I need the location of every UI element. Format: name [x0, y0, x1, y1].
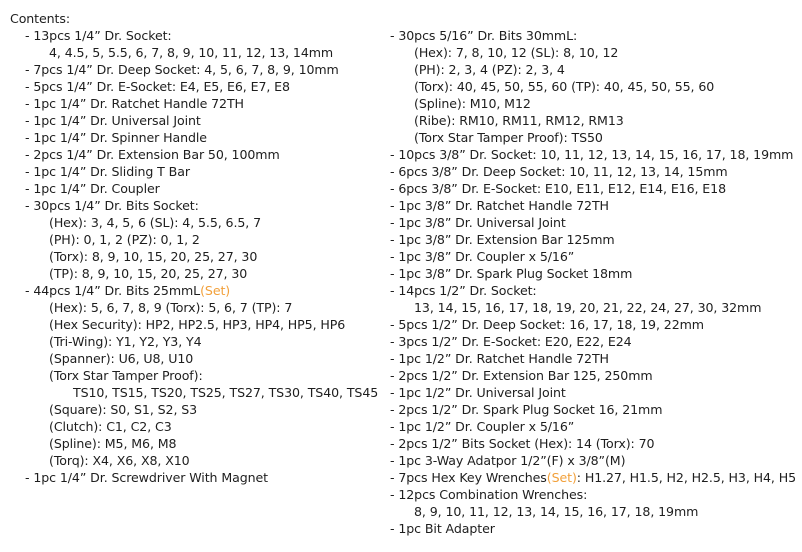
- item-text: (TP): 8, 9, 10, 15, 20, 25, 27, 30: [49, 266, 248, 281]
- list-item: [390, 350, 800, 367]
- list-item: [390, 265, 800, 282]
- list-item: [390, 231, 800, 248]
- list-subitem: [10, 214, 390, 231]
- list-subitem: [10, 299, 390, 316]
- right-item-list: [390, 27, 800, 537]
- list-item: [390, 214, 800, 231]
- item-text-after: : H1.27, H1.5, H2, H2.5, H3, H4, H5: [576, 470, 797, 485]
- item-text: - 1pc 3/8” Dr. Coupler x 5/16”: [390, 249, 575, 264]
- list-subitem: [10, 367, 390, 384]
- item-text: (Torx Star Tamper Proof):: [49, 368, 203, 383]
- item-text: - 1pc 1/4” Dr. Sliding T Bar: [25, 164, 190, 179]
- item-text: (Hex): 7, 8, 10, 12 (SL): 8, 10, 12: [414, 45, 619, 60]
- list-subitem: [10, 452, 390, 469]
- list-subitem: [10, 350, 390, 367]
- list-item: [10, 61, 390, 78]
- item-text: - 14pcs 1/2” Dr. Socket:: [390, 283, 537, 298]
- item-text: - 1pc 1/4” Dr. Spinner Handle: [25, 130, 207, 145]
- item-text: (Torq): X4, X6, X8, X10: [49, 453, 190, 468]
- item-text: 8, 9, 10, 11, 12, 13, 14, 15, 16, 17, 18, 19mm: [414, 504, 699, 519]
- list-item: [10, 163, 390, 180]
- list-subitem: [390, 503, 800, 520]
- list-item: [390, 520, 800, 537]
- item-text: - 1pc 3/8” Dr. Extension Bar 125mm: [390, 232, 615, 247]
- item-text: - 13pcs 1/4” Dr. Socket:: [25, 28, 172, 43]
- item-text: (Torx): 40, 45, 50, 55, 60 (TP): 40, 45, 50, 55, 60: [414, 79, 715, 94]
- list-item: [390, 27, 800, 44]
- item-text: - 1pc 1/2” Dr. Coupler x 5/16”: [390, 419, 575, 434]
- item-text: - 1pc 3/8” Dr. Ratchet Handle 72TH: [390, 198, 609, 213]
- list-item: [390, 163, 800, 180]
- list-subitem: [10, 435, 390, 452]
- item-text: 4, 4.5, 5, 5.5, 6, 7, 8, 9, 10, 11, 12, 13, 14mm: [49, 45, 334, 60]
- list-item: [390, 469, 800, 486]
- left-column: [10, 0, 390, 486]
- list-item: [390, 282, 800, 299]
- list-subitem: [10, 316, 390, 333]
- item-text: (Hex): 5, 6, 7, 8, 9 (Torx): 5, 6, 7 (TP): 7: [49, 300, 293, 315]
- list-subitem: [10, 44, 390, 61]
- list-subitem: [10, 333, 390, 350]
- list-item: [390, 197, 800, 214]
- item-text: - 6pcs 3/8” Dr. Deep Socket: 10, 11, 12, 13, 14, 15mm: [390, 164, 728, 179]
- list-item: [390, 384, 800, 401]
- item-text: - 30pcs 1/4” Dr. Bits Socket:: [25, 198, 199, 213]
- item-text: (Spanner): U6, U8, U10: [49, 351, 194, 366]
- item-text: (Hex): 3, 4, 5, 6 (SL): 4, 5.5, 6.5, 7: [49, 215, 261, 230]
- list-subitem: [390, 78, 800, 95]
- list-subitem: [390, 61, 800, 78]
- list-item: [10, 27, 390, 44]
- item-text: - 7pcs Hex Key Wrenches: [390, 470, 547, 485]
- list-item: [10, 282, 390, 299]
- item-text: - 1pc 3/8” Dr. Spark Plug Socket 18mm: [390, 266, 633, 281]
- list-subitem: [390, 44, 800, 61]
- list-subitem: [390, 112, 800, 129]
- list-subitem: [390, 299, 800, 316]
- item-text: - 7pcs 1/4” Dr. Deep Socket: 4, 5, 6, 7, 8, 9, 10mm: [25, 62, 339, 77]
- item-text: (Torx Star Tamper Proof): TS50: [414, 130, 603, 145]
- item-text: (Ribe): RM10, RM11, RM12, RM13: [414, 113, 624, 128]
- item-text: - 2pcs 1/2” Bits Socket (Hex): 14 (Torx): 70: [390, 436, 655, 451]
- list-item: [390, 367, 800, 384]
- item-text: (Hex Security): HP2, HP2.5, HP3, HP4, HP5, HP6: [49, 317, 346, 332]
- item-text: (PH): 2, 3, 4 (PZ): 2, 3, 4: [414, 62, 565, 77]
- list-item: [390, 146, 800, 163]
- item-text: - 12pcs Combination Wrenches:: [390, 487, 588, 502]
- item-text: - 1pc 1/2” Dr. Ratchet Handle 72TH: [390, 351, 609, 366]
- right-column: [390, 0, 800, 537]
- list-subitem: [10, 248, 390, 265]
- left-item-list: [10, 27, 390, 486]
- item-text: - 5pcs 1/4” Dr. E-Socket: E4, E5, E6, E7, E8: [25, 79, 290, 94]
- list-item: [390, 316, 800, 333]
- item-text: 13, 14, 15, 16, 17, 18, 19, 20, 21, 22, 24, 27, 30, 32mm: [414, 300, 762, 315]
- list-item: [390, 401, 800, 418]
- set-highlight: (Set): [546, 470, 577, 485]
- item-text: (Spline): M10, M12: [414, 96, 531, 111]
- list-item: [390, 452, 800, 469]
- list-item: [10, 78, 390, 95]
- item-text: - 1pc 1/4” Dr. Universal Joint: [25, 113, 201, 128]
- item-text: - 3pcs 1/2” Dr. E-Socket: E20, E22, E24: [390, 334, 632, 349]
- list-subitem: [390, 129, 800, 146]
- item-text: (Spline): M5, M6, M8: [49, 436, 177, 451]
- item-text: TS10, TS15, TS20, TS25, TS27, TS30, TS40, TS45: [73, 385, 379, 400]
- item-text: (PH): 0, 1, 2 (PZ): 0, 1, 2: [49, 232, 200, 247]
- item-text: (Tri-Wing): Y1, Y2, Y3, Y4: [49, 334, 202, 349]
- item-text: - 2pcs 1/2” Dr. Extension Bar 125, 250mm: [390, 368, 653, 383]
- item-text: - 1pc 1/2” Dr. Universal Joint: [390, 385, 566, 400]
- contents-title: Contents:: [10, 11, 70, 26]
- list-subitem: [390, 95, 800, 112]
- item-text: - 1pc 3-Way Adatpor 1/2”(F) x 3/8”(M): [390, 453, 626, 468]
- set-highlight: (Set): [200, 283, 231, 298]
- item-text: - 30pcs 5/16” Dr. Bits 30mmL:: [390, 28, 578, 43]
- item-text: (Clutch): C1, C2, C3: [49, 419, 172, 434]
- item-text: - 6pcs 3/8” Dr. E-Socket: E10, E11, E12, E14, E16, E18: [390, 181, 726, 196]
- item-text: (Torx): 8, 9, 10, 15, 20, 25, 27, 30: [49, 249, 258, 264]
- list-item: [10, 469, 390, 486]
- list-item: [10, 180, 390, 197]
- list-item: [390, 486, 800, 503]
- item-text: - 10pcs 3/8” Dr. Socket: 10, 11, 12, 13, 14, 15, 16, 17, 18, 19mm: [390, 147, 794, 162]
- item-text: - 2pcs 1/2” Dr. Spark Plug Socket 16, 21mm: [390, 402, 663, 417]
- list-subitem: [10, 401, 390, 418]
- item-text: - 1pc 1/4” Dr. Screwdriver With Magnet: [25, 470, 268, 485]
- item-text: - 2pcs 1/4” Dr. Extension Bar 50, 100mm: [25, 147, 280, 162]
- item-text: - 44pcs 1/4” Dr. Bits 25mmL: [25, 283, 201, 298]
- item-text: - 1pc 1/4” Dr. Coupler: [25, 181, 160, 196]
- list-item: [390, 418, 800, 435]
- list-item: [390, 435, 800, 452]
- list-item: [10, 129, 390, 146]
- list-item: [390, 248, 800, 265]
- list-item: [10, 95, 390, 112]
- item-text: - 5pcs 1/2” Dr. Deep Socket: 16, 17, 18, 19, 22mm: [390, 317, 704, 332]
- list-subitem: [10, 418, 390, 435]
- list-item: [390, 180, 800, 197]
- list-item: [390, 333, 800, 350]
- item-text: - 1pc Bit Adapter: [390, 521, 495, 536]
- list-item: [10, 112, 390, 129]
- item-text: (Square): S0, S1, S2, S3: [49, 402, 198, 417]
- list-subitem: [10, 231, 390, 248]
- item-text: - 1pc 3/8” Dr. Universal Joint: [390, 215, 566, 230]
- list-item: [10, 146, 390, 163]
- list-item: [10, 197, 390, 214]
- item-text: - 1pc 1/4” Dr. Ratchet Handle 72TH: [25, 96, 244, 111]
- list-subitem: [10, 265, 390, 282]
- list-subitem: [10, 384, 390, 401]
